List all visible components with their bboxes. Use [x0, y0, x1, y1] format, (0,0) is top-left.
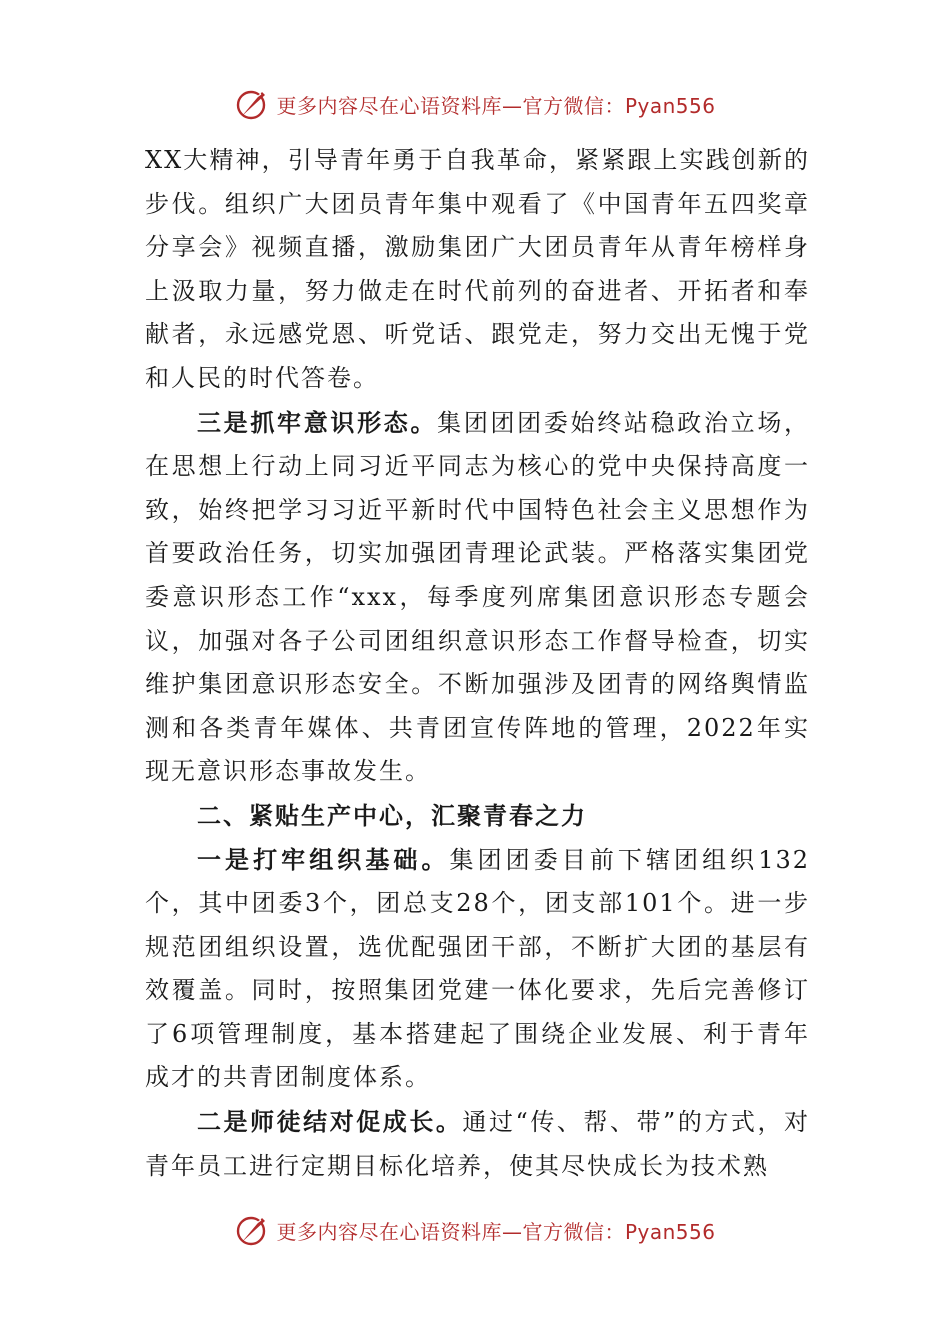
paragraph-lead: 一是打牢组织基础。 — [197, 844, 450, 874]
document-body — [145, 139, 810, 1188]
paragraph-text: 通过“传、帮、带”的方式，对青年员工进行定期目标化培养，使其尽快成长为技术熟 — [145, 1108, 810, 1180]
watermark-text: 更多内容尽在心语资料库—官方微信：Pyan556 — [276, 93, 716, 118]
paragraph-2 — [145, 401, 810, 794]
paragraph-3 — [145, 838, 810, 1101]
paragraph-text: 集团团委目前下辖团组织132个，其中团委3个，团总支28个，团支部101个。进一步规范团组织设置，选优配强团干部，不断扩大团的基层有效覆盖。同时，按照集团党建一体化要求，先后完善修订了6项管理制度，基本搭建起了围绕企业发展、利于青年成才的共青团制度体系。 — [145, 845, 811, 1092]
watermark-text: 更多内容尽在心语资料库—官方微信：Pyan556 — [276, 1219, 716, 1244]
paragraph-text: 集团团团委始终站稳政治立场，在思想上行动上同习近平同志为核心的党中央保持高度一致，始终把学习习近平新时代中国特色社会主义思想作为首要政治任务，切实加强团青理论武装。严格落实集团党委意识形态工作“xxx，每季度列席集团意识形态专题会议，加强对各子公司团组织意识形态工作督导检查，切实维护集团意识形态安全。不断加强涉及团青的网络舆情监测和各类青年媒体、共青团宣传阵地的管理，2022年实现无意识形态事故发生。 — [145, 408, 811, 786]
section-heading: 二、紧贴生产中心，汇聚青春之力 — [197, 800, 587, 830]
quill-circle-logo — [234, 1212, 270, 1248]
quill-circle-logo — [234, 86, 270, 122]
paragraph-lead: 三是抓牢意识形态。 — [197, 407, 438, 437]
paragraph-1 — [145, 139, 810, 401]
header-watermark — [0, 84, 950, 124]
paragraph-text: XX大精神，引导青年勇于自我革命，紧紧跟上实践创新的步伐。组织广大团员青年集中观看了《中国青年五四奖章分享会》视频直播，激励集团广大团员青年从青年榜样身上汲取力量，努力做走在时代前列的奋进者、开拓者和奉献者，永远感党恩、听党话、跟党走，努力交出无愧于党和人民的时代答卷。 — [145, 146, 810, 392]
footer-watermark — [0, 1210, 950, 1250]
paragraph-lead: 二是师徒结对促成长。 — [197, 1107, 463, 1137]
paragraph-4 — [145, 1100, 810, 1188]
